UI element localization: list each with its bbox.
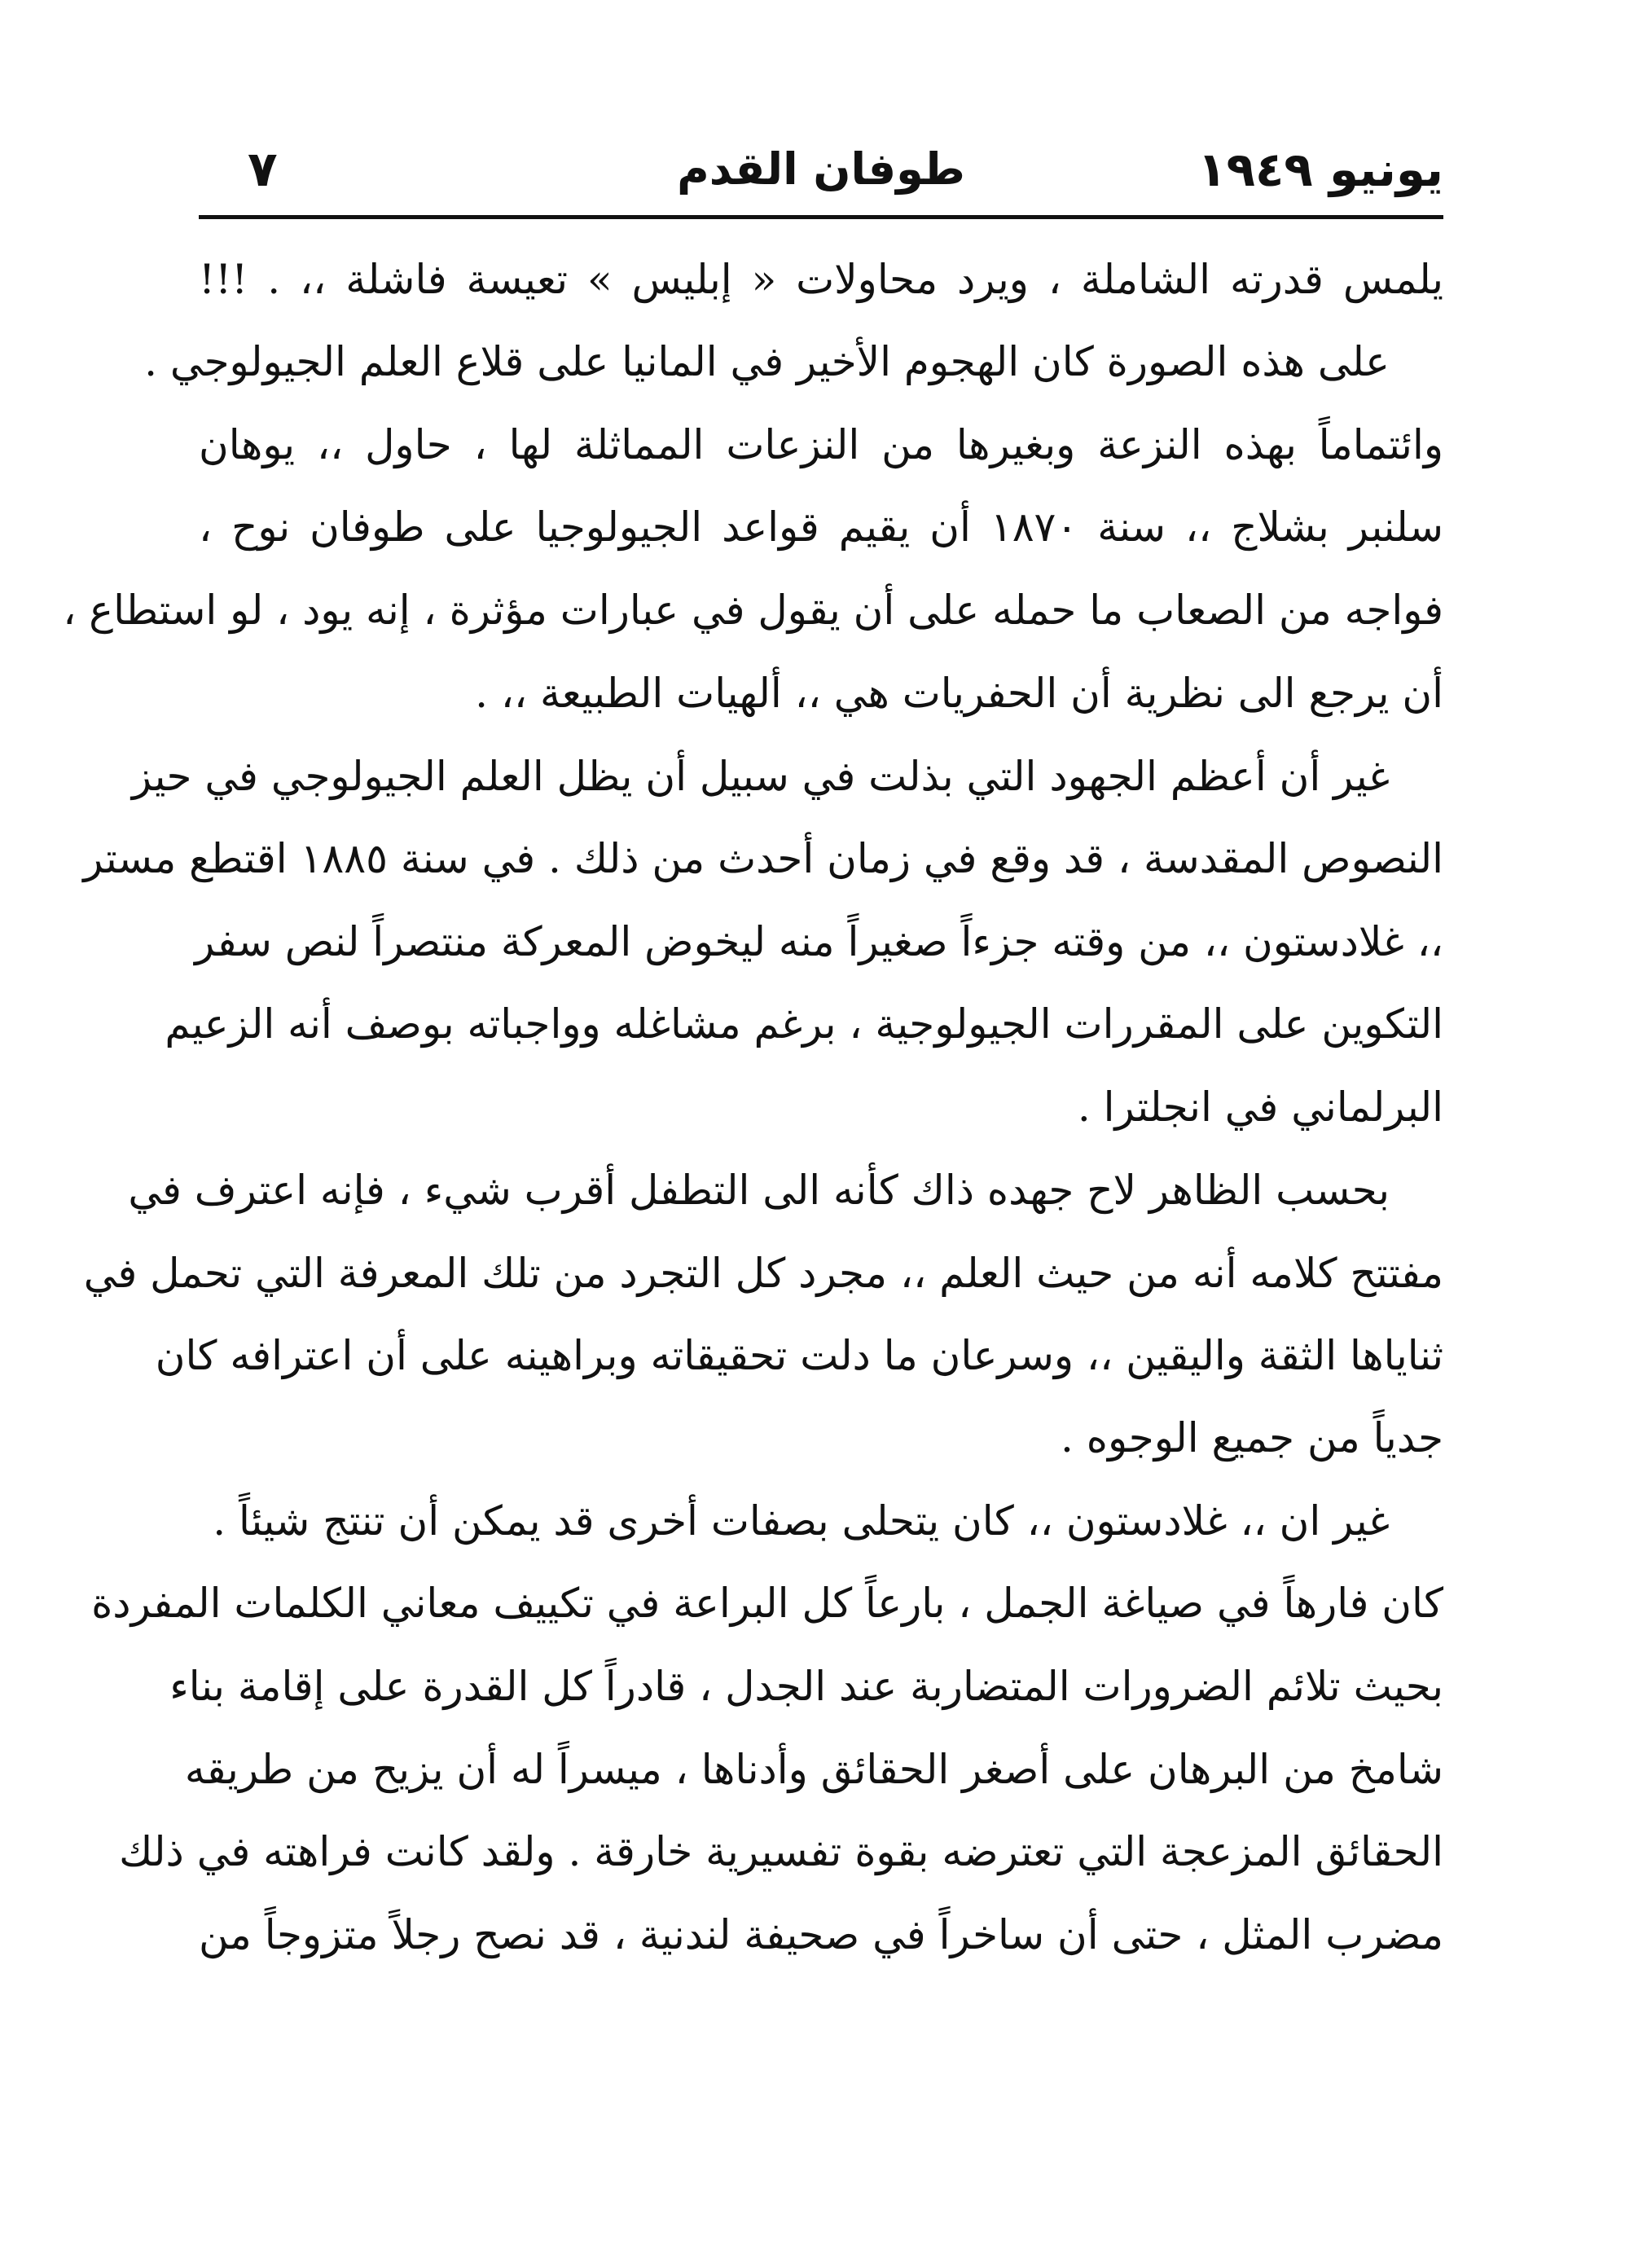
text-line: ثناياها الثقة واليقين ،، وسرعان ما دلت تحقيقاته وبراهينه على أن اعترافه كان [155, 1332, 1443, 1379]
text-line: بحسب الظاهر لاح جهده ذاك كأنه الى التطفل أقرب شيء ، فإنه اعترف في [128, 1167, 1390, 1214]
text-line: الحقائق المزعجة التي تعترضه بقوة تفسيرية خارقة . ولقد كانت فراهته في ذلك [119, 1828, 1443, 1875]
text-line: بحيث تلائم الضرورات المتضاربة عند الجدل ، قادراً كل القدرة على إقامة بناء [169, 1663, 1443, 1710]
issue-date: يونيو ١٩٤٩ [1197, 142, 1443, 197]
text-line: مفتتح كلامه أنه من حيث العلم ،، مجرد كل التجرد من تلك المعرفة التي تحمل في [83, 1250, 1443, 1297]
running-title: طوفان القدم [677, 143, 965, 195]
text-line: وائتماماً بهذه النزعة وبغيرها من النزعات المماثلة لها ، حاول ،، يوهان [199, 421, 1443, 468]
text-line: فواجه من الصعاب ما حمله على أن يقول في عبارات مؤثرة ، إنه يود ، لو استطاع ، [63, 587, 1443, 634]
page-number: ٧ [248, 141, 278, 198]
text-line: البرلماني في انجلترا . [1077, 1083, 1443, 1131]
text-line: غير ان ،، غلادستون ،، كان يتحلى بصفات أخرى قد يمكن أن تنتج شيئاً . [213, 1497, 1390, 1545]
text-line: على هذه الصورة كان الهجوم الأخير في المانيا على قلاع العلم الجيولوجي . [144, 338, 1390, 385]
text-line: ،، غلادستون ،، من وقته جزءاً صغيراً منه ليخوض المعركة منتصراً لنص سفر [195, 918, 1443, 965]
text-line: أن يرجع الى نظرية أن الحفريات هي ،، ألهيات الطبيعة ،، . [475, 670, 1443, 717]
page-header [199, 130, 1443, 209]
text-line: يلمس قدرته الشاملة ، ويرد محاولات « إبليس » تعيسة فاشلة ،، . !!! [199, 256, 1443, 303]
text-line: النصوص المقدسة ، قد وقع في زمان أحدث من ذلك . في سنة ١٨٨٥ اقتطع مستر [83, 835, 1443, 882]
text-line: كان فارهاً في صياغة الجمل ، بارعاً كل البراعة في تكييف معاني الكلمات المفردة [91, 1580, 1443, 1627]
text-line: سلنبر بشلاج ،، سنة ١٨٧٠ أن يقيم قواعد الجيولوجيا على طوفان نوح ، [199, 503, 1443, 551]
text-line: غير أن أعظم الجهود التي بذلت في سبيل أن يظل العلم الجيولوجي في حيز [131, 753, 1390, 800]
text-line: مضرب المثل ، حتى أن ساخراً في صحيفة لندنية ، قد نصح رجلاً متزوجاً من [199, 1911, 1443, 1958]
text-line: التكوين على المقررات الجيولوجية ، برغم مشاغله وواجباته بوصف أنه الزعيم [165, 1000, 1443, 1048]
text-line: شامخ من البرهان على أصغر الحقائق وأدناها ، ميسراً له أن يزيح من طريقه [184, 1746, 1443, 1793]
header-rule [199, 215, 1443, 219]
text-line: جدياً من جميع الوجوه . [1060, 1414, 1443, 1461]
